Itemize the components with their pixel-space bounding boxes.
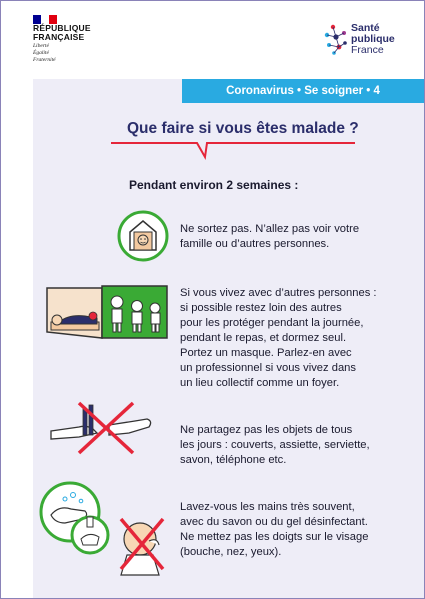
item-4-line: Lavez-vous les mains très souvent, [180,501,355,513]
brand-line2: publique [351,33,395,45]
item-1-line: famille ou d’autres personnes. [180,238,330,250]
brand-line3: France [351,44,384,56]
header [1,1,424,79]
item-4-line: avec du savon ou du gel désinfectant. [180,516,368,528]
item-2-line: pour les protéger pendant la journée, [180,317,364,329]
item-3-line: Ne partagez pas les objets de tous [180,424,353,436]
sante-publique-france-logo [323,23,403,63]
item-3-line: les jours : couverts, assiette, serviette, [180,439,370,451]
item-2-line: Si vous vivez avec d’autres personnes : [180,287,377,299]
item-2-text [180,286,377,391]
network-dots-icon [323,23,349,57]
item-1-line: Ne sortez pas. N’allez pas voir votre [180,223,360,235]
item-4-text [180,500,368,560]
item-4-line: (bouche, nez, yeux). [180,546,282,558]
motto-fraternite: Fraternité [33,57,56,63]
republic-line2: FRANÇAISE [33,32,85,42]
motto-egalite: Égalité [33,50,49,56]
isolation-room-icon [45,282,170,342]
item-3-text [180,423,370,468]
brand-line1: Santé [351,22,380,34]
page-title: Que faire si vous êtes malade ? [127,120,359,137]
subtitle: Pendant environ 2 semaines : [129,178,299,192]
republic-line1: RÉPUBLIQUE [33,23,91,33]
motto-liberte: Liberté [33,43,49,49]
no-sharing-icon [49,397,164,457]
item-4-line: Ne mettez pas les doigts sur le visage [180,531,369,543]
item-2-line: un professionnel si vous vivez dans [180,362,356,374]
item-2-line: un lieu collectif comme un foyer. [180,377,340,389]
item-2-line: Portez un masque. Parlez-en avec [180,347,352,359]
item-2-line: si possible restez loin des autres [180,302,342,314]
item-3-line: savon, téléphone etc. [180,454,287,466]
item-2-line: pendant le repas, et dormez seul. [180,332,347,344]
hand-washing-icon [37,481,175,577]
topic-bar: Coronavirus • Se soigner • 4 [182,79,424,103]
item-1-text [180,222,359,252]
house-person-icon [117,210,169,262]
republique-francaise-logo [33,15,103,63]
speech-bubble-underline [109,137,359,165]
